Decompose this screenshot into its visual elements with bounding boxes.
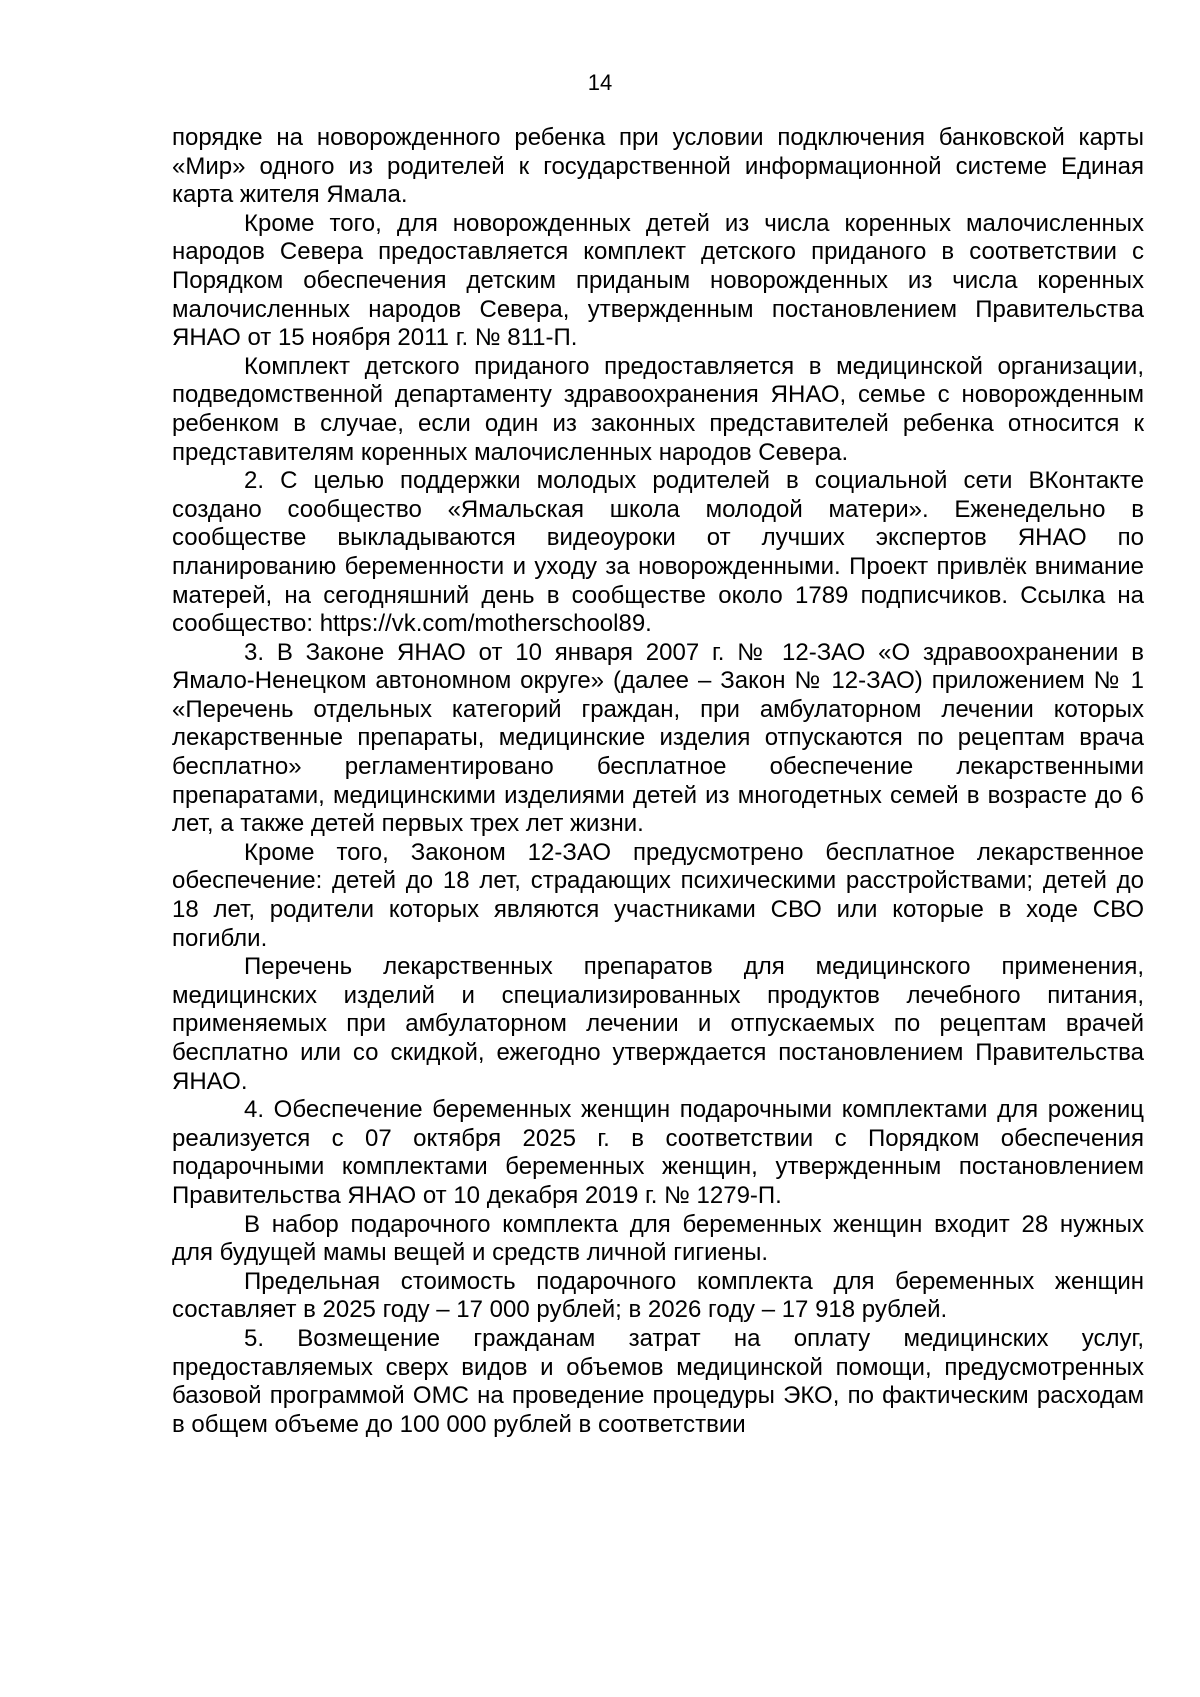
page-number: 14 xyxy=(587,70,613,95)
paragraph: 4. Обеспечение беременных женщин подарочными комплектами для рожениц реализуется с 07 октября 2025 г. в соответствии с Порядком обеспечения подарочными комплектами беременных женщин, утвержденным постановлением Правительства ЯНАО от 10 декабря 2019 г. № 1279-П. xyxy=(172,1096,1144,1209)
paragraph: Кроме того, Законом 12-ЗАО предусмотрено бесплатное лекарственное обеспечение: детей до 18 лет, страдающих психическими расстройствами; детей до 18 лет, родители которых являются участниками СВО или которые в ходе СВО погибли. xyxy=(172,838,1144,952)
paragraph: Комплект детского приданого предоставляется в медицинской организации, подведомственной департаменту здравоохранения ЯНАО, семье с новорожденным ребенком в случае, если один из законных представителей ребенка относится к представителям коренных малочисленных народов Севера. xyxy=(172,352,1144,466)
paragraph: порядке на новорожденного ребенка при условии подключения банковской карты «Мир» одного из родителей к государственной информационной системе Единая карта жителя Ямала. xyxy=(172,124,1144,209)
paragraph: Предельная стоимость подарочного комплекта для беременных женщин составляет в 2025 году – 17 000 рублей; в 2026 году – 17 918 рублей. xyxy=(172,1267,1144,1324)
paragraph: Кроме того, для новорожденных детей из числа коренных малочисленных народов Севера предоставляется комплект детского приданого в соответствии с Порядком обеспечения детским приданым новорожденных из числа коренных малочисленных народов Севера, утвержденным постановлением Правительства ЯНАО от 15 ноября 2011 г. № 811-П. xyxy=(172,209,1144,352)
paragraph: 2. С целью поддержки молодых родителей в социальной сети ВКонтакте создано сообщество «Ямальская школа молодой матери». Еженедельно в сообществе выкладываются видеоуроки от лучших экспертов ЯНАО по планированию беременности и уходу за новорожденными. Проект привлёк внимание матерей, на сегодняшний день в сообществе около 1789 подписчиков. Ссылка на сообщество: https://vk.com/motherschool89. xyxy=(172,467,1144,638)
paragraph: Перечень лекарственных препаратов для медицинского применения, медицинских изделий и специализированных продуктов лечебного питания, применяемых при амбулаторном лечении и отпускаемых по рецептам врачей бесплатно или со скидкой, ежегодно утверждается постановлением Правительства ЯНАО. xyxy=(172,953,1144,1095)
document-body xyxy=(172,124,1144,1439)
paragraph: 5. Возмещение гражданам затрат на оплату медицинских услуг, предоставляемых сверх видов и объемов медицинской помощи, предусмотренных базовой программой ОМС на проведение процедуры ЭКО, по фактическим расходам в общем объеме до 100 000 рублей в соответствии xyxy=(172,1324,1144,1438)
paragraph: В набор подарочного комплекта для беременных женщин входит 28 нужных для будущей мамы вещей и средств личной гигиены. xyxy=(172,1210,1144,1267)
paragraph: 3. В Законе ЯНАО от 10 января 2007 г. № 12-ЗАО «О здравоохранении в Ямало-Ненецком автономном округе» (далее – Закон № 12-ЗАО) приложением № 1 «Перечень отдельных категорий граждан, при амбулаторном лечении которых лекарственные препараты, медицинские изделия отпускаются по рецептам врача бесплатно» регламентировано бесплатное обеспечение лекарственными препаратами, медицинскими изделиями детей из многодетных семей в возрасте до 6 лет, а также детей первых трех лет жизни. xyxy=(172,638,1144,838)
